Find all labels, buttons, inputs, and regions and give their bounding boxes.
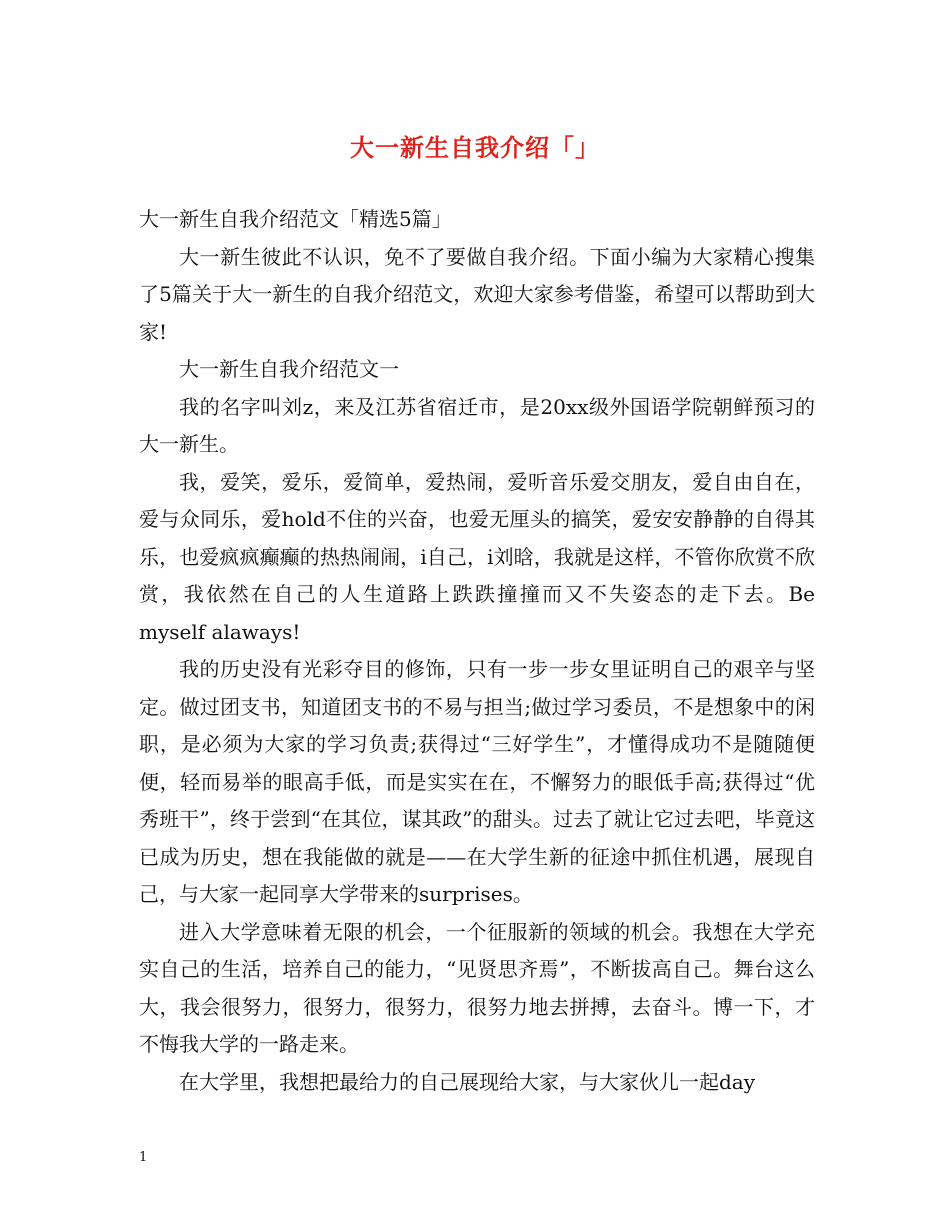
paragraph: 我的历史没有光彩夺目的修饰，只有一步一步女里证明自己的艰辛与坚定。做过团支书，知道团支书的不易与担当;做过学习委员，不是想象中的闲职，是必须为大家的学习负责;获得过“三好学生”，才懂得成功不是随随便便，轻而易举的眼高手低，而是实实在在，不懈努力的眼低手高;获得过“优秀班干”，终于尝到“在其位，谋其政”的甜头。过去了就让它过去吧，毕竟这已成为历史，想在我能做的就是——在大学生新的征途中抓住机遇，展现自己，与大家一起同享大学带来的surprises。 xyxy=(139,657,815,906)
paragraph: 进入大学意味着无限的机会，一个征服新的领域的机会。我想在大学充实自己的生活，培养自己的能力，“见贤思齐焉”，不断拔高自己。舞台这么大，我会很努力，很努力，很努力，很努力地去拼搏，去奋斗。博一下，才不悔我大学的一路走来。 xyxy=(139,919,815,1056)
document-body xyxy=(139,201,815,1101)
paragraph: 大一新生自我介绍范文「精选5篇」 xyxy=(139,207,452,231)
document-title: 大一新生自我介绍「」 xyxy=(350,133,600,162)
page-number: 1 xyxy=(139,1150,148,1165)
paragraph: 在大学里，我想把最给力的自己展现给大家，与大家伙儿一起day xyxy=(179,1069,756,1094)
paragraph: 大一新生彼此不认识，免不了要做自我介绍。下面小编为大家精心搜集了5篇关于大一新生的自我介绍范文，欢迎大家参考借鉴，希望可以帮助到大家! xyxy=(139,244,815,344)
paragraph: 我的名字叫刘z，来及江苏省宿迁市，是20xx级外国语学院朝鲜预习的大一新生。 xyxy=(139,394,815,456)
paragraph: 我，爱笑，爱乐，爱简单，爱热闹，爱听音乐爱交朋友，爱自由自在，爱与众同乐，爱hold不住的兴奋，也爱无厘头的搞笑，爱安安静静的自得其乐，也爱疯疯癫癫的热热闹闹，i自己，i刘晗，我就是这样，不管你欣赏不欣赏，我依然在自己的人生道路上跌跌撞撞而又不失姿态的走下去。Be myself alaways! xyxy=(139,469,815,644)
section-heading: 大一新生自我介绍范文一 xyxy=(179,357,399,381)
